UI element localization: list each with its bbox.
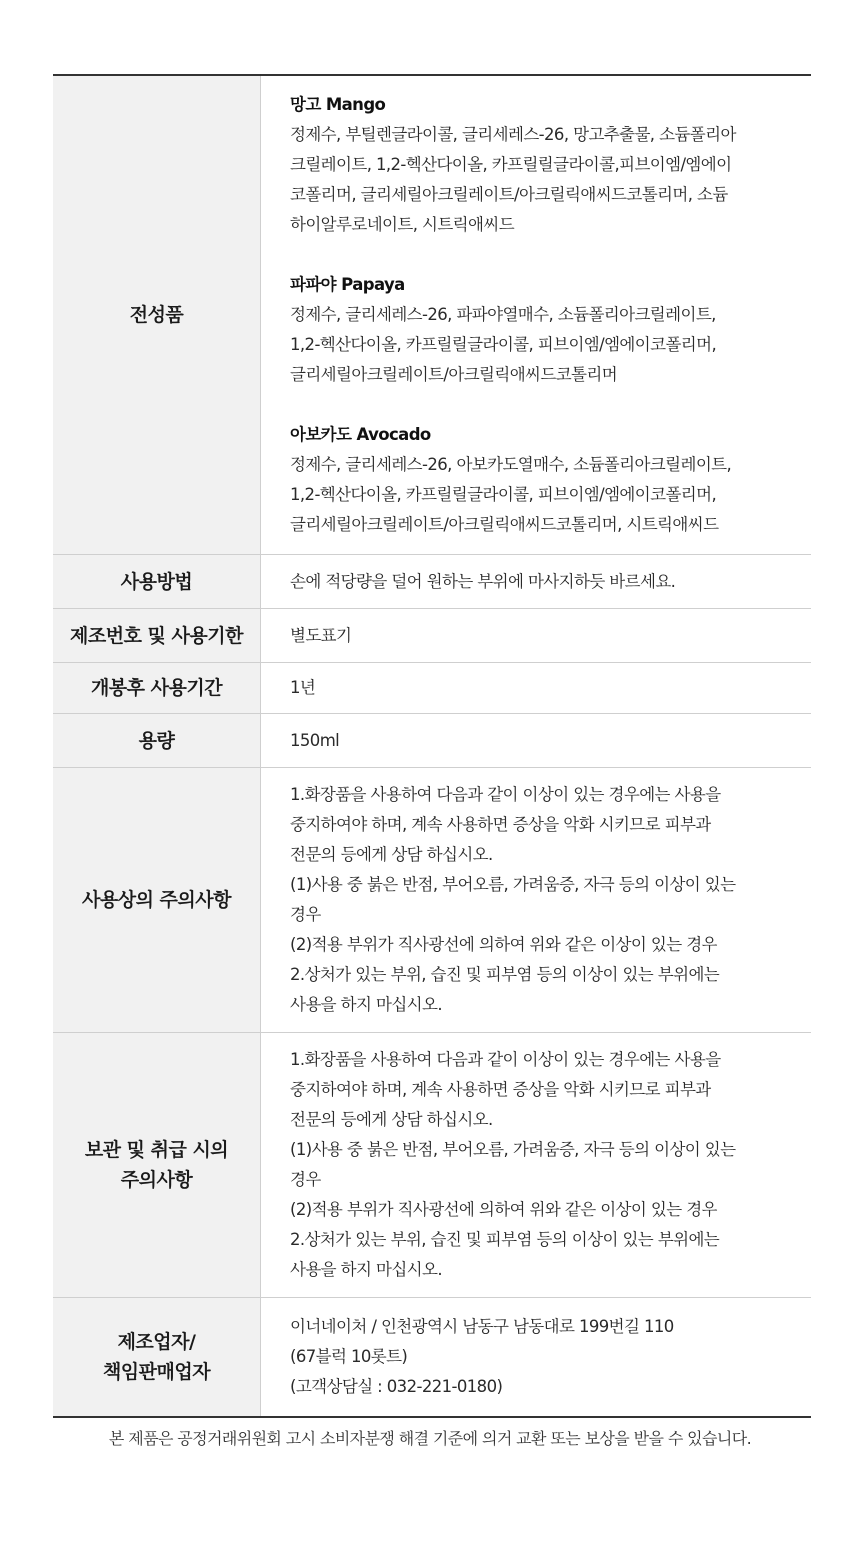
storage-caution-row: [53, 1033, 811, 1298]
lot-expiry-value: 별도표기: [290, 625, 352, 645]
manufacturer-row: [53, 1298, 811, 1416]
product-info-table: [53, 74, 811, 1418]
storage-caution-value: 1.화장품을 사용하여 다음과 같이 이상이 있는 경우에는 사용을 중지하여야 하며, 계속 사용하면 증상을 악화 시키므로 피부과 전문의 등에게 상담 하십시오. (1)사용 중 붉은 반점, 부어오름, 가려움증, 자극 등의 이상이 있는 경우 (2)적용 부위가 직사광선에 의하여 위와 같은 이상이 있는 경우 2.상처가 있는 부위, 습진 및 피부염 등의 이상이 있는 부위에는 사용을 하지 마십시오.: [290, 1050, 736, 1279]
usage-caution-label: 사용상의 주의사항: [53, 768, 261, 1032]
manufacturer-value: 이너네이처 / 인천광역시 남동구 남동대로 199번길 110 (67블럭 10롯트) (고객상담실 : 032-221-0180): [290, 1317, 674, 1396]
after-open-row: [53, 663, 811, 714]
after-open-value: 1년: [290, 678, 316, 697]
lot-expiry-label: 제조번호 및 사용기한: [53, 609, 261, 662]
ingredient-list: 정제수, 부틸렌글라이콜, 글리세레스-26, 망고추출물, 소듐폴리아 크릴레이트, 1,2-헥산다이올, 카프릴릴글라이콜,피브이엠/엠에이 코폴리머, 글리세릴아크릴레이트/아크릴릭애씨드코톨리머, 소듐 하이알루로네이트, 시트릭애씨드: [290, 125, 736, 234]
usage-caution-row: [53, 768, 811, 1033]
lot-expiry-row: [53, 609, 811, 663]
volume-row: [53, 714, 811, 768]
volume-label: 용량: [53, 714, 261, 767]
after-open-label: 개봉후 사용기간: [53, 663, 261, 713]
ingredient-block-papaya: [290, 270, 785, 390]
manufacturer-label: 제조업자/ 책임판매업자: [53, 1298, 261, 1416]
ingredients-label: 전성품: [53, 76, 261, 554]
usage-caution-value: 1.화장품을 사용하여 다음과 같이 이상이 있는 경우에는 사용을 중지하여야 하며, 계속 사용하면 증상을 악화 시키므로 피부과 전문의 등에게 상담 하십시오. (1)사용 중 붉은 반점, 부어오름, 가려움증, 자극 등의 이상이 있는 경우 (2)적용 부위가 직사광선에 의하여 위와 같은 이상이 있는 경우 2.상처가 있는 부위, 습진 및 피부염 등의 이상이 있는 부위에는 사용을 하지 마십시오.: [290, 785, 736, 1014]
usage-row: [53, 555, 811, 609]
consumer-notice: 본 제품은 공정거래위원회 고시 소비자분쟁 해결 기준에 의거 교환 또는 보상을 받을 수 있습니다.: [108, 1429, 752, 1448]
ingredient-product-name: 망고 Mango: [290, 95, 386, 114]
ingredient-product-name: 파파야 Papaya: [290, 275, 405, 294]
ingredient-block-mango: [290, 90, 785, 240]
ingredient-product-name: 아보카도 Avocado: [290, 425, 431, 444]
ingredient-block-avocado: [290, 420, 785, 540]
ingredients-value: [261, 76, 811, 554]
ingredients-row: [53, 76, 811, 555]
storage-caution-label: 보관 및 취급 시의 주의사항: [53, 1033, 261, 1297]
volume-value: 150ml: [290, 730, 340, 750]
ingredient-list: 정제수, 글리세레스-26, 파파야열매수, 소듐폴리아크릴레이트, 1,2-헥산다이올, 카프릴릴글라이콜, 피브이엠/엠에이코폴리머, 글리세릴아크릴레이트/아크릴릭애씨드코톨리머: [290, 305, 717, 384]
ingredient-list: 정제수, 글리세레스-26, 아보카도열매수, 소듐폴리아크릴레이트, 1,2-헥산다이올, 카프릴릴글라이콜, 피브이엠/엠에이코폴리머, 글리세릴아크릴레이트/아크릴릭애씨드코톨리머, 시트릭애씨드: [290, 455, 732, 534]
usage-label: 사용방법: [53, 555, 261, 608]
usage-value: 손에 적당량을 덜어 원하는 부위에 마사지하듯 바르세요.: [290, 571, 676, 591]
